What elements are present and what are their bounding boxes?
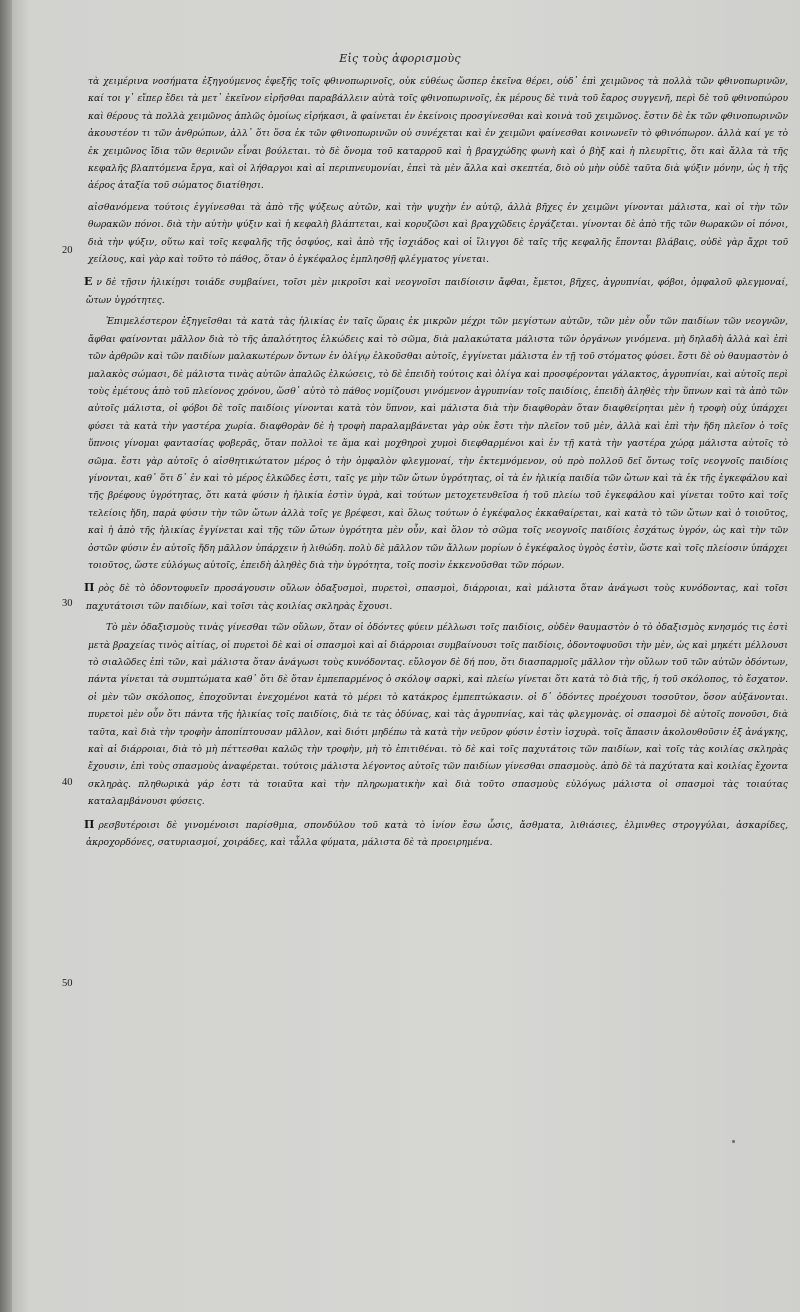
running-head: Εἰς τοὺς ἀφορισμοὺς [339,52,461,65]
paragraph-text: ρὸς δὲ τὸ ὀδοντοφυεῖν προσάγουσιν οὔλων ὀδαξυσμοὶ, πυρετοὶ, σπασμοὶ, διάρροιαι, καὶ μάλιστα ὅταν ἀνάγωσι τοὺς κυνόδοντας, καὶ τοῖσι παχυτάτοισι τῶν παιδίων, καὶ τοῖσι τὰς κοιλίας σκληρὰς ἔχουσι. [86,584,788,612]
paragraph-text: τὰ χειμέρινα νοσήματα ἐξηγούμενος ἐφεξῆς τοῖς φθινοπωρινοῖς, οὐκ εὐθέως ὥσπερ ἐκεῖνα θέρει, οὐδ᾽ ἐπὶ χειμῶνος τὰ πολλὰ τῶν φθινοπωρινῶν, καί τοι γ᾽ εἴπερ ἔδει τὰ μετ᾽ ἐκεῖνον εἰρῆσθαι παραβάλλειν αὐτὰ τοῖς φθινοπωρινοῖς, ἐκ μέρους δὲ τινὰ τοῦ ἔαρος συγγενῆ, περὶ δὲ τοῦ φθινοπώρου καὶ θέρους τὰ πολλὰ χειμῶνος ἁπλῶς ὁμοίως εἰρήκασι, ἃ φαίνεται ἐν ἐκείνοις προσγίνεσθαι καὶ κοινὰ τοῦ χειμῶνος. ἔστιν δὲ ἐκ τῶν φθινοπωρινῶν ἀκουστέον τι τῶν ἀνθρώπων, ἀλλ᾽ ὅτι ὅσα ἐκ τῶν φθινοπωρινῶν οὐ συνέχεται καὶ ἐν χειμῶνι φαίνεσθαι κοινωνεῖν τὸ φθινόπωρον. ἀλλὰ καί γε τὸ ἐκ χειμῶνος ἴδια τῶν θερινῶν εἶναι βούλεται. τὸ δὲ ὄνομα τοῦ καταρροῦ καὶ ἡ βραγχώδης φωνὴ καὶ ὁ βὴξ καὶ ἡ πλευρῖτις, ὅτι καὶ ἄλλα τὰ τῆς κεφαλῆς βλαπτόμενα ἔργα, καὶ οἱ λήθαργοι καὶ αἱ περιπνευμονίαι, ἐπεὶ τὰ μὲν ἄλλα καὶ σκεπτέα, διὸ οὐ μὴν οὐδὲ ταῦτα διὰ ψύξιν μόνην, ὡς ἡ τῆς ἀέρος ἀταξία τοῦ σώματος διατίθησι. [88,77,788,192]
initial-letter: Π [84,817,95,831]
line-number: 40 [62,777,73,788]
initial-letter: Ε [84,275,93,289]
paragraph-winter-symptoms [88,200,788,270]
binding-gutter [0,0,12,1312]
paragraph-text: ρεσβυτέροισι δὲ γινομένοισι παρίσθμια, σπονδύλου τοῦ κατὰ τὸ ἰνίον ἔσω ὦσις, ἄσθματα, λιθιάσιες, ἑλμινθες στρογγύλαι, ἀσκαρίδες, ἀκροχορδόνες, σατυριασμοί, χοιράδες, καὶ τἆλλα φύματα, μάλιστα δὲ τὰ προειρημένα. [86,820,788,849]
aphorism-teething [86,579,788,616]
aphorism-older-children [86,816,788,853]
line-number: 50 [62,978,73,989]
commentary-teething [88,620,788,811]
paragraph-text: Τὸ μὲν ὀδαξισμοὺς τινὰς γίνεσθαι τῶν οὔλων, ὅταν οἱ ὀδόντες φύειν μέλλωσι τοῖς παιδίοις, οὐδὲν θαυμαστὸν ὁ τὸ ὀδαξισμὸς κνησμός τις ἐστὶ μετὰ βραχείας τινὸς αἰτίας, οἱ πυρετοὶ δὲ καὶ οἱ σπασμοὶ καὶ αἱ διάρροιαι συμβαίνουσι τοῖς παιδίοις, ὀδοντοφυοῦσι τὴν μὲν, ὡς καὶ μηκέτι μέλλουσι τὸ σιαλῶδες ἐπὶ τῶν, καὶ μάλιστα ὅταν ἀνάγωσι τοὺς κυνόδοντας. εὔλογον δὲ δή που, ὅτι διασπαρμοῖς μᾶλλον τὴν οὔλων τοῦ τῶν αὐτῶν ὀδόντων, πάντα γίνεται τὰ συμπτώματα καθ᾽ ὅτι δὲ ὅταν ἐμπεπαρμένος ὁ σκόλοψ σαρκὶ, καὶ πλείω γίνεται ὅτι κατὰ τὸ διὰ τῆς, ἡ τοῦ σκόλοπος, τὸ ἔσχατον. οἱ μὲν τῶν σκόλοπος, ἐποχοῦνται ἐνεχομένοι κατὰ τὸ μέρει τὸ κατάκρος ἐμπεπτώκασιν. οἱ δ᾽ ὀδόντες προέχουσι τοσοῦτον, ὅσον αὐξάνονται. πυρετοὶ μὲν οὖν ὅτι πάντα τῆς ἡλικίας τοῖς παιδίοις, διὰ τε τὰς ὀδύνας, καὶ τὰς ἀγρυπνίας, καὶ τὰς φλεγμονὰς. οἱ σπασμοὶ δὲ αὐτοῖς πονοῦσι, διὰ ταῦτα, καὶ διὰ τὴν τροφὴν ἀποπίπτουσαν μᾶλλον, καὶ διότι μηδέπω τὰ κατὰ τὴν νεῦρον φύσιν ἐστὶν ἰσχυρὰ. τοῖς ἅπασιν ἀκολουθοῦσιν ἐξ ἀνάγκης, καὶ αἱ διάρροιαι, διὰ τὸ μὴ πέττεσθαι καλῶς τὴν τροφὴν, μὴ τὸ ἐπιτιθέναι. τὸ δὲ καὶ τοῖς παχυτάτοις τῶν παιδίων, καὶ τοῖς τὰς κοιλίας σκληρὰς ἔχουσιν, ἐπὶ τοὺς σπασμοὺς ἀναφέρεται. τούτοις μάλιστα λέγοντος αὐτοῖς τῶν παιδίων γίνεσθαι σπασμοὺς. ἀπὸ δὲ τὰ παχύτατα καὶ κοιλίας ἔχοντα σκληρὰς. πληθωρικὰ γάρ ἐστι τὰ τοιαῦτα καὶ τὴν πληρωματικὴν καὶ διὰ τοῦτο σπασμοὺς εὐλόγως μάλιστα οἱ σπασμοὶ τὰς τοιαύτας καταλαμβάνουσι φύσεις. [88,623,788,808]
line-number: 30 [62,598,73,609]
initial-letter: Π [84,581,95,595]
commentary-text [84,74,789,856]
paragraph-text: ν δὲ τῇσιν ἡλικίῃσι τοιάδε συμβαίνει, τοῖσι μὲν μικροῖσι καὶ νεογνοῖσι παιδίοισιν ἄφθαι, ἔμετοι, βῆχες, ἀγρυπνίαι, φόβοι, ὀμφαλοῦ φλεγμοναί, ὤτων ὑγρότητες. [86,278,788,306]
paragraph-winter-diseases [88,74,788,196]
paragraph-text: αἰσθανόμενα τούτοις ἐγγίνεσθαι τὰ ἀπὸ τῆς ψύξεως αὐτῶν, καὶ τὴν ψυχὴν ἐν αὐτῷ, ἀλλὰ βῆχες ἐν χειμῶνι γίνονται μάλιστα, καὶ οἱ τὴν τῶν θωρακῶν πόνοι. διὰ τὴν αὐτὴν ψύξιν καὶ ἡ κεφαλὴ βλάπτεται, καὶ κορυζῶσι καὶ βραγχῶδεις ἐργάζεται. γίνονται δὲ ἀπὸ τῆς τῶν θωρακῶν οἱ πόνοι, διὰ τὴν ψύξιν, οὕτω καὶ τοῖς κεφαλῆς τῆς ὀσφύος, καὶ ἀπὸ τῆς ἰσχιάδος καὶ οἱ ἴλιγγοι δὲ ταῖς τῆς κεφαλῆς ἔπονται βλάβαις, οὐδὲ γὰρ ἄχρι τοῦ χείλους, καὶ γὰρ καὶ τοῦτο τὸ πάθος, ὅταν ὁ ἐγκέφαλος ἐμπλησθῇ φλέγματος γίνεται. [88,202,788,266]
paragraph-text: Ἐπιμελέστερον ἐξηγεῖσθαι τὰ κατὰ τὰς ἡλικίας ἐν ταῖς ὥραις ἐκ μικρῶν μέχρι τῶν μεγίστων αὐτῶν, τῶν μὲν οὖν τῶν παιδίων τῶν νεογνῶν, ἄφθαι φαίνονται μᾶλλον διὰ τὸ τῆς ἀπαλότητος ἐλκώδεις καὶ τὸ σῶμα, διὰ μαλακώτατα μάλιστα τῶν ὀργάνων γινόμενα. μὴ δηλαδὴ ἀλλὰ καὶ ἐπὶ τῶν ἀρθρῶν καὶ τῶν παιδίων μαλακωτέρων ὄντων ἐν ὀλίγῳ ἐλκοῦσθαι αὐτοῖς, ἐγγίνεται μάλιστα ἐν τῇ τοῦ στόματος φύσει. ἔστι δὲ οὐ θαυμαστὸν ὁ μαλακὸς σώμασι, δὲ μάλιστα τινὰς αὐτῶν ἀπαλῶς ἑλκώσεις, τὸ δὲ ἐπειδὴ τούτοις καὶ ὀλίγα καὶ προσφέρονται γάλακτος, ἀγρυπνίαι, καὶ αὐτοῖς περὶ τοὺς ἐμέτους ἀπὸ τοῦ πλείονος χρόνου, ὥσθ᾽ αὐτὸ τὸ πάθος νομίζουσι γινόμενον ἀγρυπνίαν τοῖς παιδίοις, ἐπειδὴ ἀληθὲς τὴν ὕπνων καὶ τὰ ἀπὸ τῶν αὐτοῖς μάλιστα, οἱ φόβοι δὲ τοῖς παιδίοις γίνονται κατὰ τὸν ὕπνον, καὶ μάλιστα διὰ τὴν διαφθορὰν ὅταν διαφθείρηται μὲν ἡ τροφὴ οὐχ ὑπάρχει φύσει τὰ κατὰ τὴν γαστέρα χωρία. διαφθορὰν δὲ ἡ τροφὴ παραλαμβάνεται γὰρ οὐκ ἔστι τὴν πλεῖον τοῦ μὲν, ἀλλὰ καὶ ἐπὶ τὴν ἤδη πλεῖον ὁ τοῖς ὕπνοις γίνομαι φαντασίας φοβερᾶς, ὅταν πολλοὶ τε ἅμα καὶ μοχθηροὶ χυμοὶ διεφθαρμένοι καὶ ἐν τῇ κατὰ τὴν γαστέρα χώρᾳ μάλιστα αὐτοῖς τὸ σῶμα. ἔστι γὰρ αὐτοῖς ὁ αἰσθητικώτατον μέρος ὁ τὴν ὀμφαλὸν φλεγμοναί, τὴν ἐκτεμνόμενον, οὐ πρὸ πολλοῦ δεῖ ὄντως τοῖς νεογνοῖς παιδίοις γίνονται, καθ᾽ ὅτι δ᾽ ἐν καὶ τὸ μέρος ἑλκῶδες ἐστι, ταῖς γε μὴν τῶν ὤτων ὑγρότητας, οἱ τὰ ἐν ἡλικίᾳ παιδία τῶν ὤτων καὶ τὰ ἐκ τῆς ἐγκεφάλου καὶ τῆς βρέφους ὑγρότητας, ὅτι κατὰ φύσιν ἡ ἡλικία ἐστὶν ὑγρὰ, καὶ τούτων μετοχετευθεῖσα ἡ τοῦ πλείω τοῦ ἐγκεφάλου καὶ γίνεται τοῦτο καὶ τοῖς τελείοις ἤδη, παρὰ φύσιν τὴν τῶν ὤτων ἀλλὰ τοῖς γε βρέφεσι, καὶ ὅλως τούτων ὁ ἐγκέφαλος ἐκκαθαίρεται, καὶ κατὰ τὸ τῶν ὤτων καὶ ὁ τοιοῦτος, καὶ ἡ ἀπὸ τῆς ἡλικίας ἐγγίνεται καὶ τῆς τῶν ὤτων ὑγρότητα μὲν οὖν, καὶ ὅλον τὸ σῶμα τοῖς νεογνοῖς παιδίοις ἐσχάτως ὑγρόν, ὡς καὶ τὴν τῶν ὀστῶν φύσιν ἐν αὐτοῖς ἤδη μᾶλλον ὑπάρχειν ἡ λιθώδη. πολὺ δὲ μᾶλλον τῶν ἄλλων μορίων ὁ ἐγκέφαλος ὑγρὸς ἐστὶν, ὥστε καὶ τοῖς πλείοσιν ὑπάρχει τοιοῦτος, ὥστε εὐλόγως αὐτοῖς, ἐπειδὴ ἀληθὲς διὰ τὴν ὑγρότητα, τοῖς ποσὶν ἐκκενοῦσθαι τῶν πόρων. [88,317,789,571]
commentary-ages [88,314,788,575]
aphorism-ages [86,273,788,310]
line-number: 20 [62,245,73,256]
paper-speck [732,1140,735,1143]
